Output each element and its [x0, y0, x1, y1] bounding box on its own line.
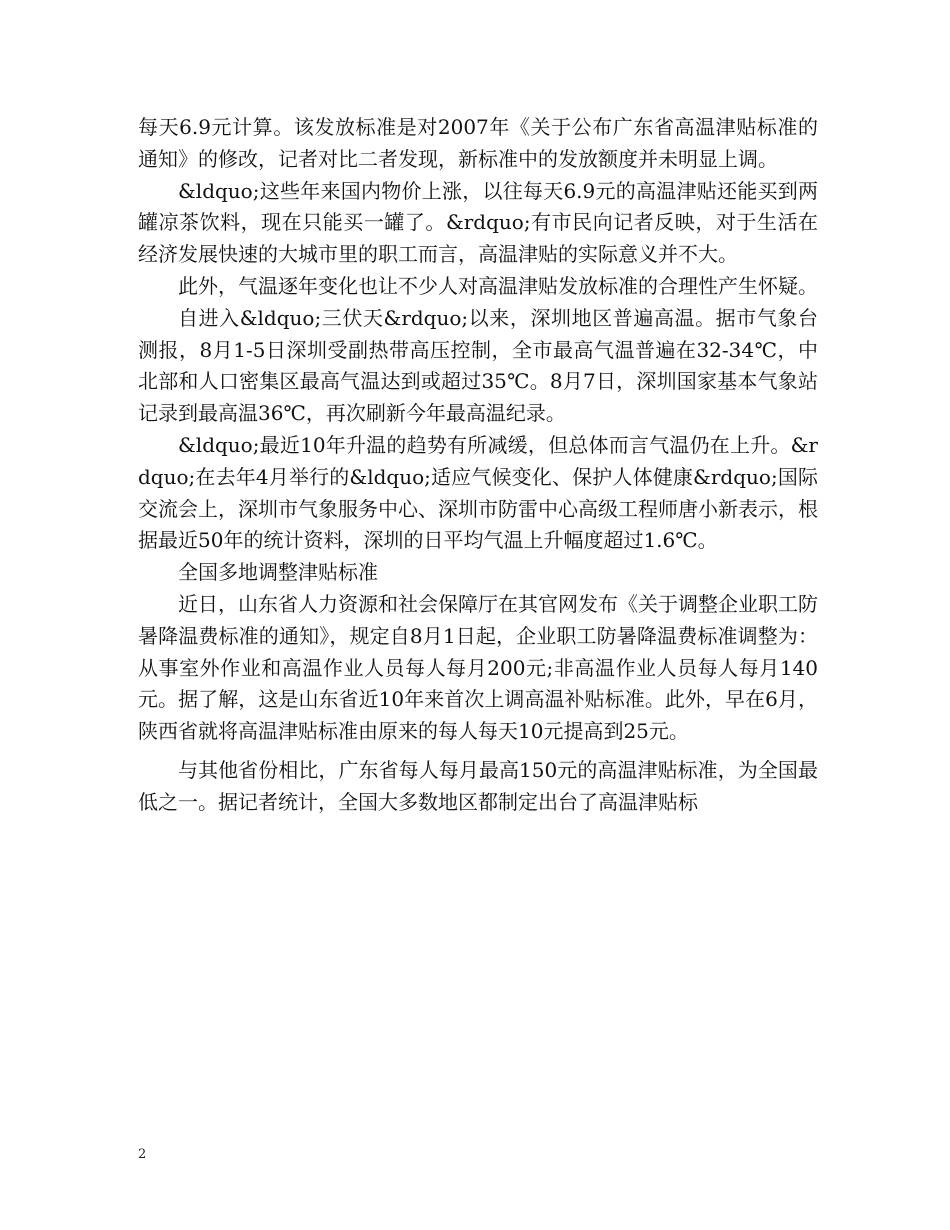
body-text	[138, 112, 818, 819]
paragraph-6: 近日，山东省人力资源和社会保障厅在其官网发布《关于调整企业职工防暑降温费标准的通知》，规定自8月1日起，企业职工防暑降温费标准调整为：从事室外作业和高温作业人员每人每月200元;非高温作业人员每人每月140元。据了解，这是山东省近10年来首次上调高温补贴标准。此外，早在6月，陕西省就将高温津贴标准由原来的每人每天10元提高到25元。	[138, 591, 818, 744]
paragraph-3: 此外，气温逐年变化也让不少人对高温津贴发放标准的合理性产生怀疑。	[178, 273, 818, 298]
paragraph-7: 与其他省份相比，广东省每人每月最高150元的高温津贴标准，为全国最低之一。据记者统计，全国大多数地区都制定出台了高温津贴标	[138, 757, 818, 814]
page-number: 2	[138, 1147, 147, 1162]
paragraph-2: &ldquo;这些年来国内物价上涨，以往每天6.9元的高温津贴还能买到两罐凉茶饮料，现在只能买一罐了。&rdquo;有市民向记者反映，对于生活在经济发展快速的大城市里的职工而言，高温津贴的实际意义并不大。	[138, 178, 818, 267]
paragraph-5: &ldquo;最近10年升温的趋势有所减缓，但总体而言气温仍在上升。&rdquo;在去年4月举行的&ldquo;适应气候变化、保护人体健康&rdquo;国际交流会上，深圳市气象服务中心、深圳市防雷中心高级工程师唐小新表示，根据最近50年的统计资料，深圳的日平均气温上升幅度超过1.6℃。	[138, 432, 818, 553]
paragraph-1: 每天6.9元计算。该发放标准是对2007年《关于公布广东省高温津贴标准的通知》的修改，记者对比二者发现，新标准中的发放额度并未明显上调。	[138, 115, 818, 171]
paragraph-4: 自进入&ldquo;三伏天&rdquo;以来，深圳地区普遍高温。据市气象台测报，8月1-5日深圳受副热带高压控制，全市最高气温普遍在32-34℃，中北部和人口密集区最高气温达到或超过35℃。8月7日，深圳国家基本气象站记录到最高温36℃，再次刷新今年最高温纪录。	[138, 305, 818, 426]
section-heading: 全国多地调整津贴标准	[178, 560, 378, 585]
